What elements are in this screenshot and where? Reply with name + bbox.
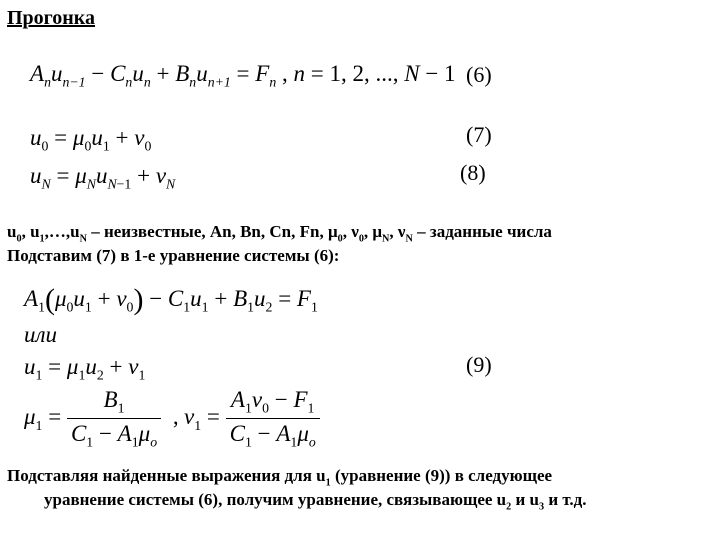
final-line-2: уравнение системы (6), получим уравнение, связывающее $u_2$ и $u_3$ и т.д. bbox=[44, 490, 587, 513]
equation-7: $u_0 = \mu_0u_1 + \nu_0$ bbox=[30, 125, 152, 154]
equation-mu1: $\mu_1$ = $\frac{B_1}{C_1 - A_1\mu_o}$ , bbox=[24, 387, 179, 450]
subst-line: Подставим (7) в 1-е уравнение системы (6): bbox=[7, 246, 340, 265]
equation-substituted: $A_1(\mu_0u_1 + \nu_0) - C_1u_1 + B_1u_2 = F_1$ bbox=[24, 283, 318, 316]
final-line-1: Подставляя найденные выражения для $u_1$ (уравнение (9)) в следующее bbox=[7, 466, 553, 489]
unknowns-line: $u_0$, $u_1,\dots,u_N$ – неизвестные, An, Bn, Cn, Fn, $\mu_0$, $\nu_0$, $\mu_N$, $\nu_N$ – заданные числа bbox=[7, 222, 552, 245]
equation-9-number: (9) bbox=[466, 352, 492, 377]
equation-nu1: $\nu_1$ = $\frac{A_1\nu_0 - F_1}{C_1 - A_1\mu_o}$ bbox=[184, 388, 320, 450]
equation-8: $u_N = \mu_Nu_{N-1} + \nu_N$ bbox=[30, 163, 176, 192]
page-title: Прогонка bbox=[7, 7, 96, 29]
ili-word: или bbox=[24, 322, 58, 347]
equation-8-number: (8) bbox=[460, 160, 486, 185]
equation-6-number: (6) bbox=[466, 62, 492, 87]
equation-9: $u_1 = \mu_1u_2 + \nu_1$ bbox=[24, 354, 146, 383]
equation-6: $A_nu_{n-1} - C_nu_n + B_nu_{n+1} = F_n$ , n = 1, 2, ..., N − 1 bbox=[30, 61, 456, 90]
equation-7-number: (7) bbox=[466, 122, 492, 147]
